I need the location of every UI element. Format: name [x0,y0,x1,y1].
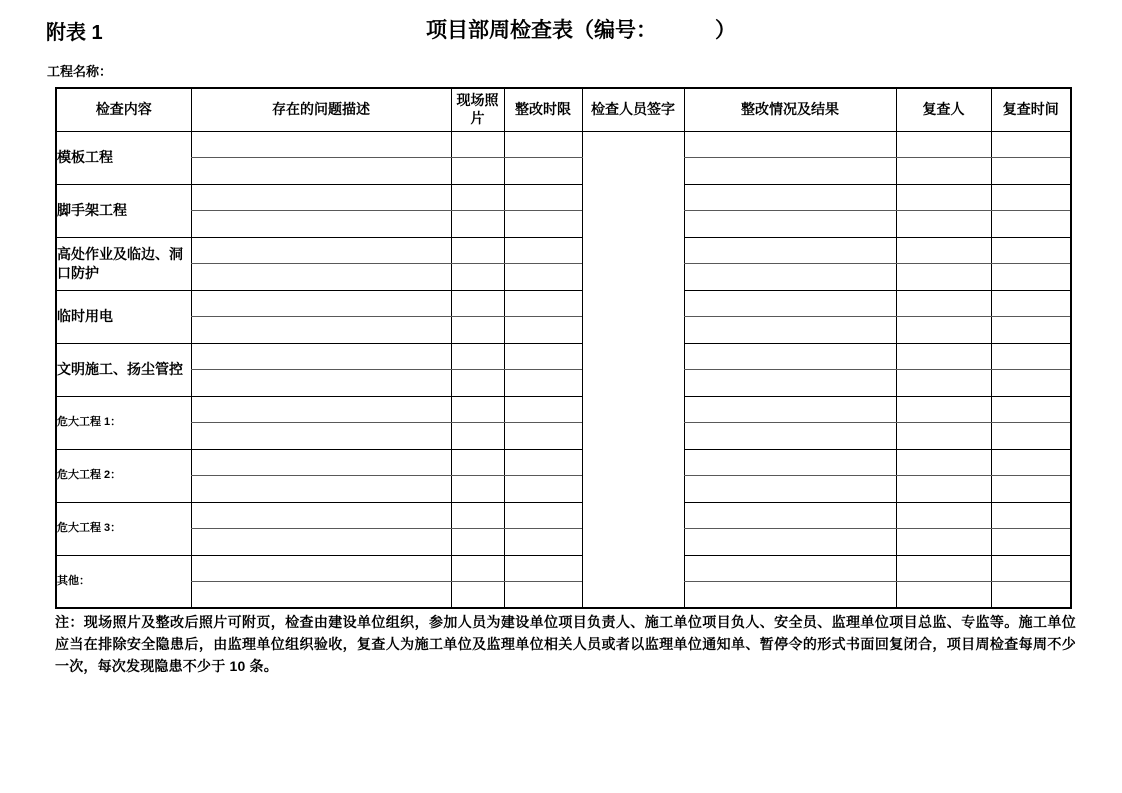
category-label-1: 脚手架工程 [56,184,191,237]
cell-problem-description [191,237,451,264]
cell-problem-description [191,555,451,582]
cell-review-time [991,211,1071,238]
cell-rectification-deadline [504,158,582,185]
cell-problem-description [191,211,451,238]
cell-rectification-deadline [504,449,582,476]
table-row [56,211,1071,238]
column-header-inspector-signature: 检查人员签字 [582,88,684,131]
page-title-suffix: ） [715,19,736,42]
cell-problem-description [191,476,451,503]
cell-site-photo [451,317,504,344]
cell-rectification-deadline [504,370,582,397]
cell-rectification-result [684,423,896,450]
cell-review-time [991,396,1071,423]
column-header-inspection-content: 检查内容 [56,88,191,131]
cell-reviewer [896,264,991,291]
cell-problem-description [191,582,451,609]
cell-site-photo [451,290,504,317]
cell-problem-description [191,131,451,158]
cell-site-photo [451,476,504,503]
table-header-row [56,88,1071,131]
cell-review-time [991,158,1071,185]
cell-review-time [991,131,1071,158]
table-row [56,396,1071,423]
cell-review-time [991,555,1071,582]
cell-site-photo [451,237,504,264]
cell-reviewer [896,582,991,609]
cell-site-photo [451,211,504,238]
cell-site-photo [451,449,504,476]
cell-problem-description [191,449,451,476]
table-row [56,582,1071,609]
cell-reviewer [896,184,991,211]
cell-reviewer [896,449,991,476]
cell-site-photo [451,423,504,450]
cell-site-photo [451,555,504,582]
cell-rectification-result [684,396,896,423]
column-header-rectification-result: 整改情况及结果 [684,88,896,131]
cell-site-photo [451,131,504,158]
table-row [56,290,1071,317]
cell-reviewer [896,555,991,582]
cell-rectification-result [684,502,896,529]
table-row [56,131,1071,158]
table-row [56,370,1071,397]
cell-problem-description [191,317,451,344]
table-row [56,158,1071,185]
cell-rectification-result [684,317,896,344]
cell-problem-description [191,423,451,450]
cell-reviewer [896,290,991,317]
cell-site-photo [451,184,504,211]
cell-rectification-deadline [504,529,582,556]
cell-site-photo [451,264,504,291]
cell-rectification-deadline [504,502,582,529]
table-row [56,184,1071,211]
cell-rectification-deadline [504,131,582,158]
cell-rectification-result [684,211,896,238]
attachment-label: 附表 1 [46,22,103,44]
cell-reviewer [896,211,991,238]
category-label-6: 危大工程 2： [56,449,191,502]
cell-review-time [991,237,1071,264]
table-row [56,502,1071,529]
cell-site-photo [451,396,504,423]
cell-rectification-result [684,582,896,609]
cell-reviewer [896,502,991,529]
cell-rectification-deadline [504,555,582,582]
category-label-4: 文明施工、扬尘管控 [56,343,191,396]
cell-problem-description [191,290,451,317]
column-header-rectification-deadline: 整改时限 [504,88,582,131]
cell-reviewer [896,396,991,423]
table-row [56,449,1071,476]
cell-reviewer [896,529,991,556]
table-row [56,529,1071,556]
category-label-5: 危大工程 1： [56,396,191,449]
cell-rectification-result [684,184,896,211]
column-header-problem-description: 存在的问题描述 [191,88,451,131]
table-row [56,343,1071,370]
cell-rectification-result [684,158,896,185]
weekly-inspection-table [55,87,1072,609]
cell-rectification-deadline [504,582,582,609]
cell-site-photo [451,529,504,556]
page-title [426,14,736,44]
cell-rectification-result [684,237,896,264]
cell-problem-description [191,343,451,370]
cell-review-time [991,502,1071,529]
cell-rectification-result [684,264,896,291]
cell-review-time [991,184,1071,211]
cell-site-photo [451,370,504,397]
cell-review-time [991,343,1071,370]
cell-reviewer [896,237,991,264]
cell-review-time [991,449,1071,476]
cell-review-time [991,582,1071,609]
cell-reviewer [896,476,991,503]
cell-rectification-deadline [504,423,582,450]
cell-rectification-result [684,131,896,158]
cell-rectification-deadline [504,184,582,211]
table-row [56,264,1071,291]
cell-rectification-deadline [504,264,582,291]
cell-problem-description [191,370,451,397]
cell-rectification-deadline [504,476,582,503]
cell-rectification-deadline [504,396,582,423]
column-header-review-time: 复查时间 [991,88,1071,131]
cell-review-time [991,529,1071,556]
category-label-0: 模板工程 [56,131,191,184]
page-title-prefix: 项目部周检查表（编号： [426,19,657,42]
cell-reviewer [896,158,991,185]
category-label-3: 临时用电 [56,290,191,343]
note-text: 注：现场照片及整改后照片可附页，检查由建设单位组织，参加人员为建设单位项目负责人、施工单位项目负人、安全员、监理单位项目总监、专监等。施工单位应当在排除安全隐患后，由监理单位组织验收，复查人为施工单位及监理单位相关人员或者以监理单位通知单、暂停令的形式书面回复闭合，项目周检查每周不少一次，每次发现隐患不少于 10 条。 [55,614,1076,674]
cell-review-time [991,423,1071,450]
table-row [56,555,1071,582]
cell-reviewer [896,131,991,158]
cell-review-time [991,290,1071,317]
cell-rectification-result [684,555,896,582]
cell-rectification-result [684,529,896,556]
table-row [56,237,1071,264]
cell-problem-description [191,158,451,185]
table-row [56,476,1071,503]
cell-review-time [991,317,1071,344]
cell-rectification-deadline [504,237,582,264]
project-name-label: 工程名称： [47,64,113,79]
table-row [56,317,1071,344]
cell-rectification-result [684,449,896,476]
cell-rectification-result [684,476,896,503]
inspector-signature-cell [582,131,684,608]
cell-rectification-deadline [504,317,582,344]
cell-problem-description [191,264,451,291]
cell-reviewer [896,343,991,370]
cell-problem-description [191,529,451,556]
cell-rectification-deadline [504,343,582,370]
cell-site-photo [451,502,504,529]
cell-site-photo [451,582,504,609]
table-row [56,423,1071,450]
cell-reviewer [896,370,991,397]
cell-problem-description [191,396,451,423]
cell-rectification-result [684,343,896,370]
cell-review-time [991,370,1071,397]
cell-site-photo [451,158,504,185]
cell-rectification-deadline [504,211,582,238]
category-label-2: 高处作业及临边、洞口防护 [56,237,191,290]
cell-rectification-result [684,290,896,317]
cell-rectification-deadline [504,290,582,317]
cell-site-photo [451,343,504,370]
cell-reviewer [896,317,991,344]
cell-rectification-result [684,370,896,397]
column-header-site-photo: 现场照片 [451,88,504,131]
category-label-8: 其他： [56,555,191,608]
column-header-reviewer: 复查人 [896,88,991,131]
cell-review-time [991,476,1071,503]
cell-problem-description [191,502,451,529]
cell-reviewer [896,423,991,450]
cell-review-time [991,264,1071,291]
cell-problem-description [191,184,451,211]
category-label-7: 危大工程 3： [56,502,191,555]
